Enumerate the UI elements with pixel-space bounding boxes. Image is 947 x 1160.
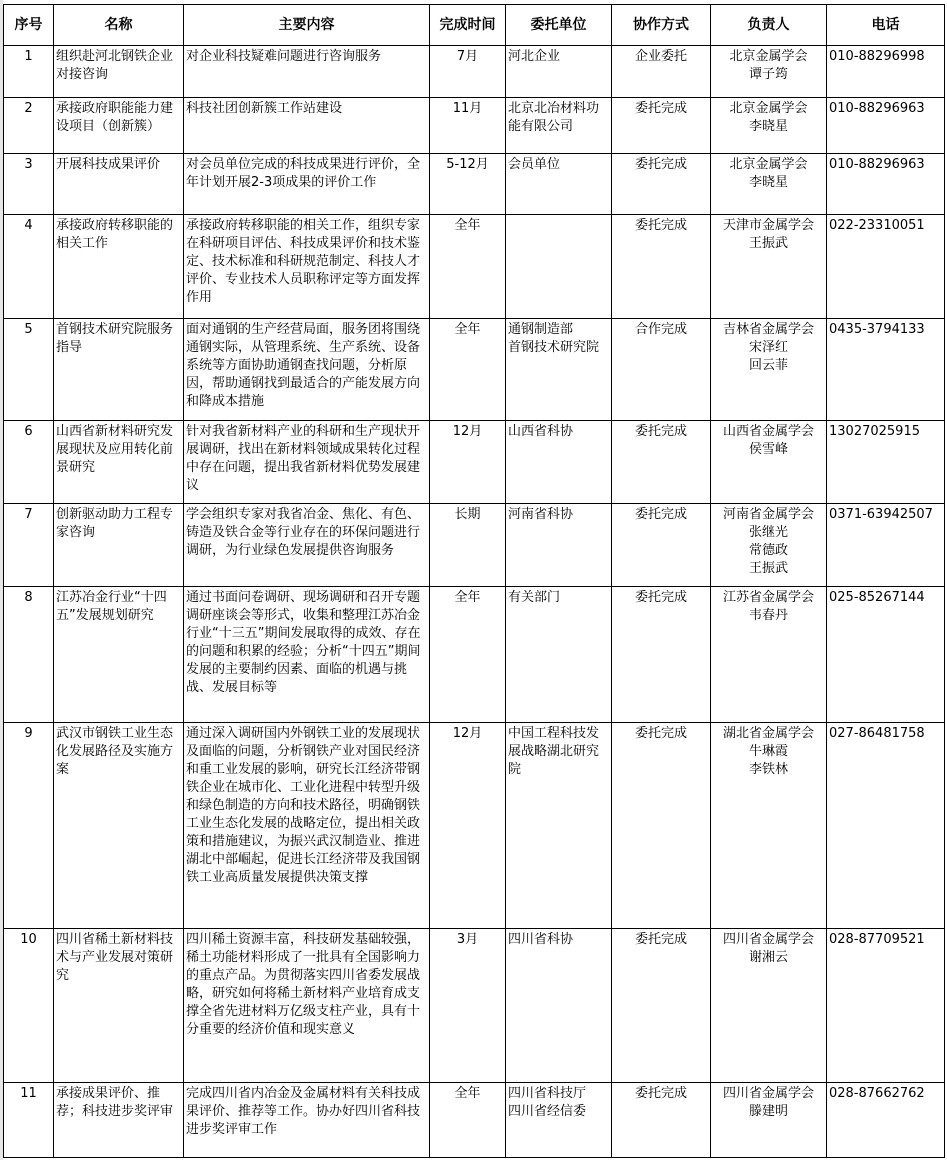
cell-name: 承接政府职能能力建设项目（创新簇） [54, 98, 184, 154]
cell-mode: 委托完成 [612, 723, 711, 929]
cell-content: 承接政府转移职能的相关工作，组织专家在科研项目评估、科技成果评价和技术鉴定、技术标准和科研规范制定、科技人才评价、专业技术人员职称评定等方面发挥作用 [184, 215, 430, 319]
cell-content: 对会员单位完成的科技成果进行评价，全年计划开展2-3项成果的评价工作 [184, 154, 430, 215]
cell-client: 山西省科协 [506, 421, 612, 504]
cell-mode: 委托完成 [612, 1083, 711, 1158]
cell-phone: 022-23310051 [827, 215, 945, 319]
cell-name: 四川省稀土新材料技术与产业发展对策研究 [54, 929, 184, 1083]
cell-time: 全年 [430, 319, 506, 421]
cell-phone: 027-86481758 [827, 723, 945, 929]
cell-phone: 0371-63942507 [827, 504, 945, 587]
cell-client: 通钢制造部 首钢技术研究院 [506, 319, 612, 421]
cell-content: 完成四川省内冶金及金属材料有关科技成果评价、推荐等工作。协办好四川省科技进步奖评审工作 [184, 1083, 430, 1158]
cell-person: 山西省金属学会 侯雪峰 [711, 421, 827, 504]
cell-client: 四川省科协 [506, 929, 612, 1083]
cell-name: 江苏冶金行业“十四五”发展规划研究 [54, 587, 184, 723]
cell-client: 会员单位 [506, 154, 612, 215]
cell-mode: 委托完成 [612, 98, 711, 154]
header-content: 主要内容 [184, 5, 430, 46]
table-row [4, 98, 945, 154]
header-phone: 电话 [827, 5, 945, 46]
header-mode: 协作方式 [612, 5, 711, 46]
cell-no: 9 [4, 723, 54, 929]
table-row [4, 46, 945, 98]
table-row [4, 587, 945, 723]
cell-phone: 028-87662762 [827, 1083, 945, 1158]
cell-no: 2 [4, 98, 54, 154]
cell-name: 承接政府转移职能的相关工作 [54, 215, 184, 319]
cell-time: 全年 [430, 1083, 506, 1158]
cell-time: 全年 [430, 215, 506, 319]
cell-client: 北京北冶材料功能有限公司 [506, 98, 612, 154]
cell-mode: 委托完成 [612, 421, 711, 504]
cell-time: 长期 [430, 504, 506, 587]
cell-client [506, 215, 612, 319]
cell-client: 河南省科协 [506, 504, 612, 587]
cell-time: 11月 [430, 98, 506, 154]
cell-client: 四川省科技厅 四川省经信委 [506, 1083, 612, 1158]
cell-person: 北京金属学会 李晓星 [711, 98, 827, 154]
projects-table [3, 4, 945, 1158]
cell-no: 7 [4, 504, 54, 587]
cell-phone: 13027025915 [827, 421, 945, 504]
cell-phone: 028-87709521 [827, 929, 945, 1083]
cell-person: 北京金属学会 李晓星 [711, 154, 827, 215]
header-time: 完成时间 [430, 5, 506, 46]
cell-mode: 合作完成 [612, 319, 711, 421]
cell-client: 有关部门 [506, 587, 612, 723]
table-row [4, 929, 945, 1083]
header-person: 负责人 [711, 5, 827, 46]
cell-name: 山西省新材料研究发展现状及应用转化前景研究 [54, 421, 184, 504]
cell-person: 吉林省金属学会 宋泽红 回云菲 [711, 319, 827, 421]
cell-content: 学会组织专家对我省冶金、焦化、有色、铸造及铁合金等行业存在的环保问题进行调研，为行业绿色发展提供咨询服务 [184, 504, 430, 587]
cell-no: 8 [4, 587, 54, 723]
cell-content: 四川稀土资源丰富，科技研发基础较强，稀土功能材料形成了一批具有全国影响力的重点产品。为贯彻落实四川省委发展战略，研究如何将稀土新材料产业培育成支撑全省先进材料万亿级支柱产业，具有十分重要的经济价值和现实意义 [184, 929, 430, 1083]
cell-time: 12月 [430, 723, 506, 929]
cell-name: 组织赴河北钢铁企业对接咨询 [54, 46, 184, 98]
cell-mode: 委托完成 [612, 929, 711, 1083]
cell-no: 10 [4, 929, 54, 1083]
cell-person: 四川省金属学会 滕建明 [711, 1083, 827, 1158]
cell-mode: 委托完成 [612, 587, 711, 723]
cell-phone: 0435-3794133 [827, 319, 945, 421]
cell-name: 武汉市钢铁工业生态化发展路径及实施方案 [54, 723, 184, 929]
cell-no: 3 [4, 154, 54, 215]
cell-name: 开展科技成果评价 [54, 154, 184, 215]
cell-name: 创新驱动助力工程专家咨询 [54, 504, 184, 587]
table-row [4, 1083, 945, 1158]
cell-time: 3月 [430, 929, 506, 1083]
cell-person: 河南省金属学会 张继光 常德政 王振武 [711, 504, 827, 587]
cell-time: 5-12月 [430, 154, 506, 215]
cell-person: 天津市金属学会 王振武 [711, 215, 827, 319]
cell-phone: 010-88296998 [827, 46, 945, 98]
cell-content: 通过深入调研国内外钢铁工业的发展现状及面临的问题，分析钢铁产业对国民经济和重工业发展的影响，研究长江经济带钢铁企业在城市化、工业化进程中转型升级和绿色制造的方向和技术路径，明确钢铁工业生态化发展的战略定位，提出相关政策和措施建议，为振兴武汉制造业、推进湖北中部崛起，促进长江经济带及我国钢铁工业高质量发展提供决策支撑 [184, 723, 430, 929]
cell-content: 科技社团创新簇工作站建设 [184, 98, 430, 154]
cell-mode: 委托完成 [612, 504, 711, 587]
cell-time: 全年 [430, 587, 506, 723]
table-row [4, 504, 945, 587]
cell-person: 湖北省金属学会 牛琳霞 李铁林 [711, 723, 827, 929]
cell-phone: 010-88296963 [827, 98, 945, 154]
cell-no: 11 [4, 1083, 54, 1158]
header-no: 序号 [4, 5, 54, 46]
cell-mode: 企业委托 [612, 46, 711, 98]
cell-no: 4 [4, 215, 54, 319]
cell-name: 首钢技术研究院服务指导 [54, 319, 184, 421]
table-row [4, 154, 945, 215]
cell-person: 四川省金属学会 谢湘云 [711, 929, 827, 1083]
cell-client: 中国工程科技发展战略湖北研究院 [506, 723, 612, 929]
cell-time: 12月 [430, 421, 506, 504]
cell-client: 河北企业 [506, 46, 612, 98]
header-name: 名称 [54, 5, 184, 46]
header-row [4, 5, 945, 46]
cell-mode: 委托完成 [612, 215, 711, 319]
header-client: 委托单位 [506, 5, 612, 46]
cell-time: 7月 [430, 46, 506, 98]
table-row [4, 319, 945, 421]
cell-name: 承接成果评价、推荐；科技进步奖评审 [54, 1083, 184, 1158]
cell-phone: 010-88296963 [827, 154, 945, 215]
cell-no: 5 [4, 319, 54, 421]
table-row [4, 215, 945, 319]
cell-content: 通过书面问卷调研、现场调研和召开专题调研座谈会等形式，收集和整理江苏冶金行业“十三五”期间发展取得的成效、存在的问题和积累的经验；分析“十四五”期间发展的主要制约因素、面临的机遇与挑战、发展目标等 [184, 587, 430, 723]
table-row [4, 421, 945, 504]
cell-phone: 025-85267144 [827, 587, 945, 723]
cell-no: 1 [4, 46, 54, 98]
cell-person: 江苏省金属学会 韦春丹 [711, 587, 827, 723]
cell-content: 针对我省新材料产业的科研和生产现状开展调研，找出在新材料领域成果转化过程中存在问题，提出我省新材料优势发展建议 [184, 421, 430, 504]
cell-content: 面对通钢的生产经营局面，服务团将围绕通钢实际，从管理系统、生产系统、设备系统等方面协助通钢查找问题，分析原因，帮助通钢找到最适合的产能发展方向和降成本措施 [184, 319, 430, 421]
table-row [4, 723, 945, 929]
cell-mode: 委托完成 [612, 154, 711, 215]
cell-no: 6 [4, 421, 54, 504]
cell-person: 北京金属学会 谭子筠 [711, 46, 827, 98]
cell-content: 对企业科技疑难问题进行咨询服务 [184, 46, 430, 98]
